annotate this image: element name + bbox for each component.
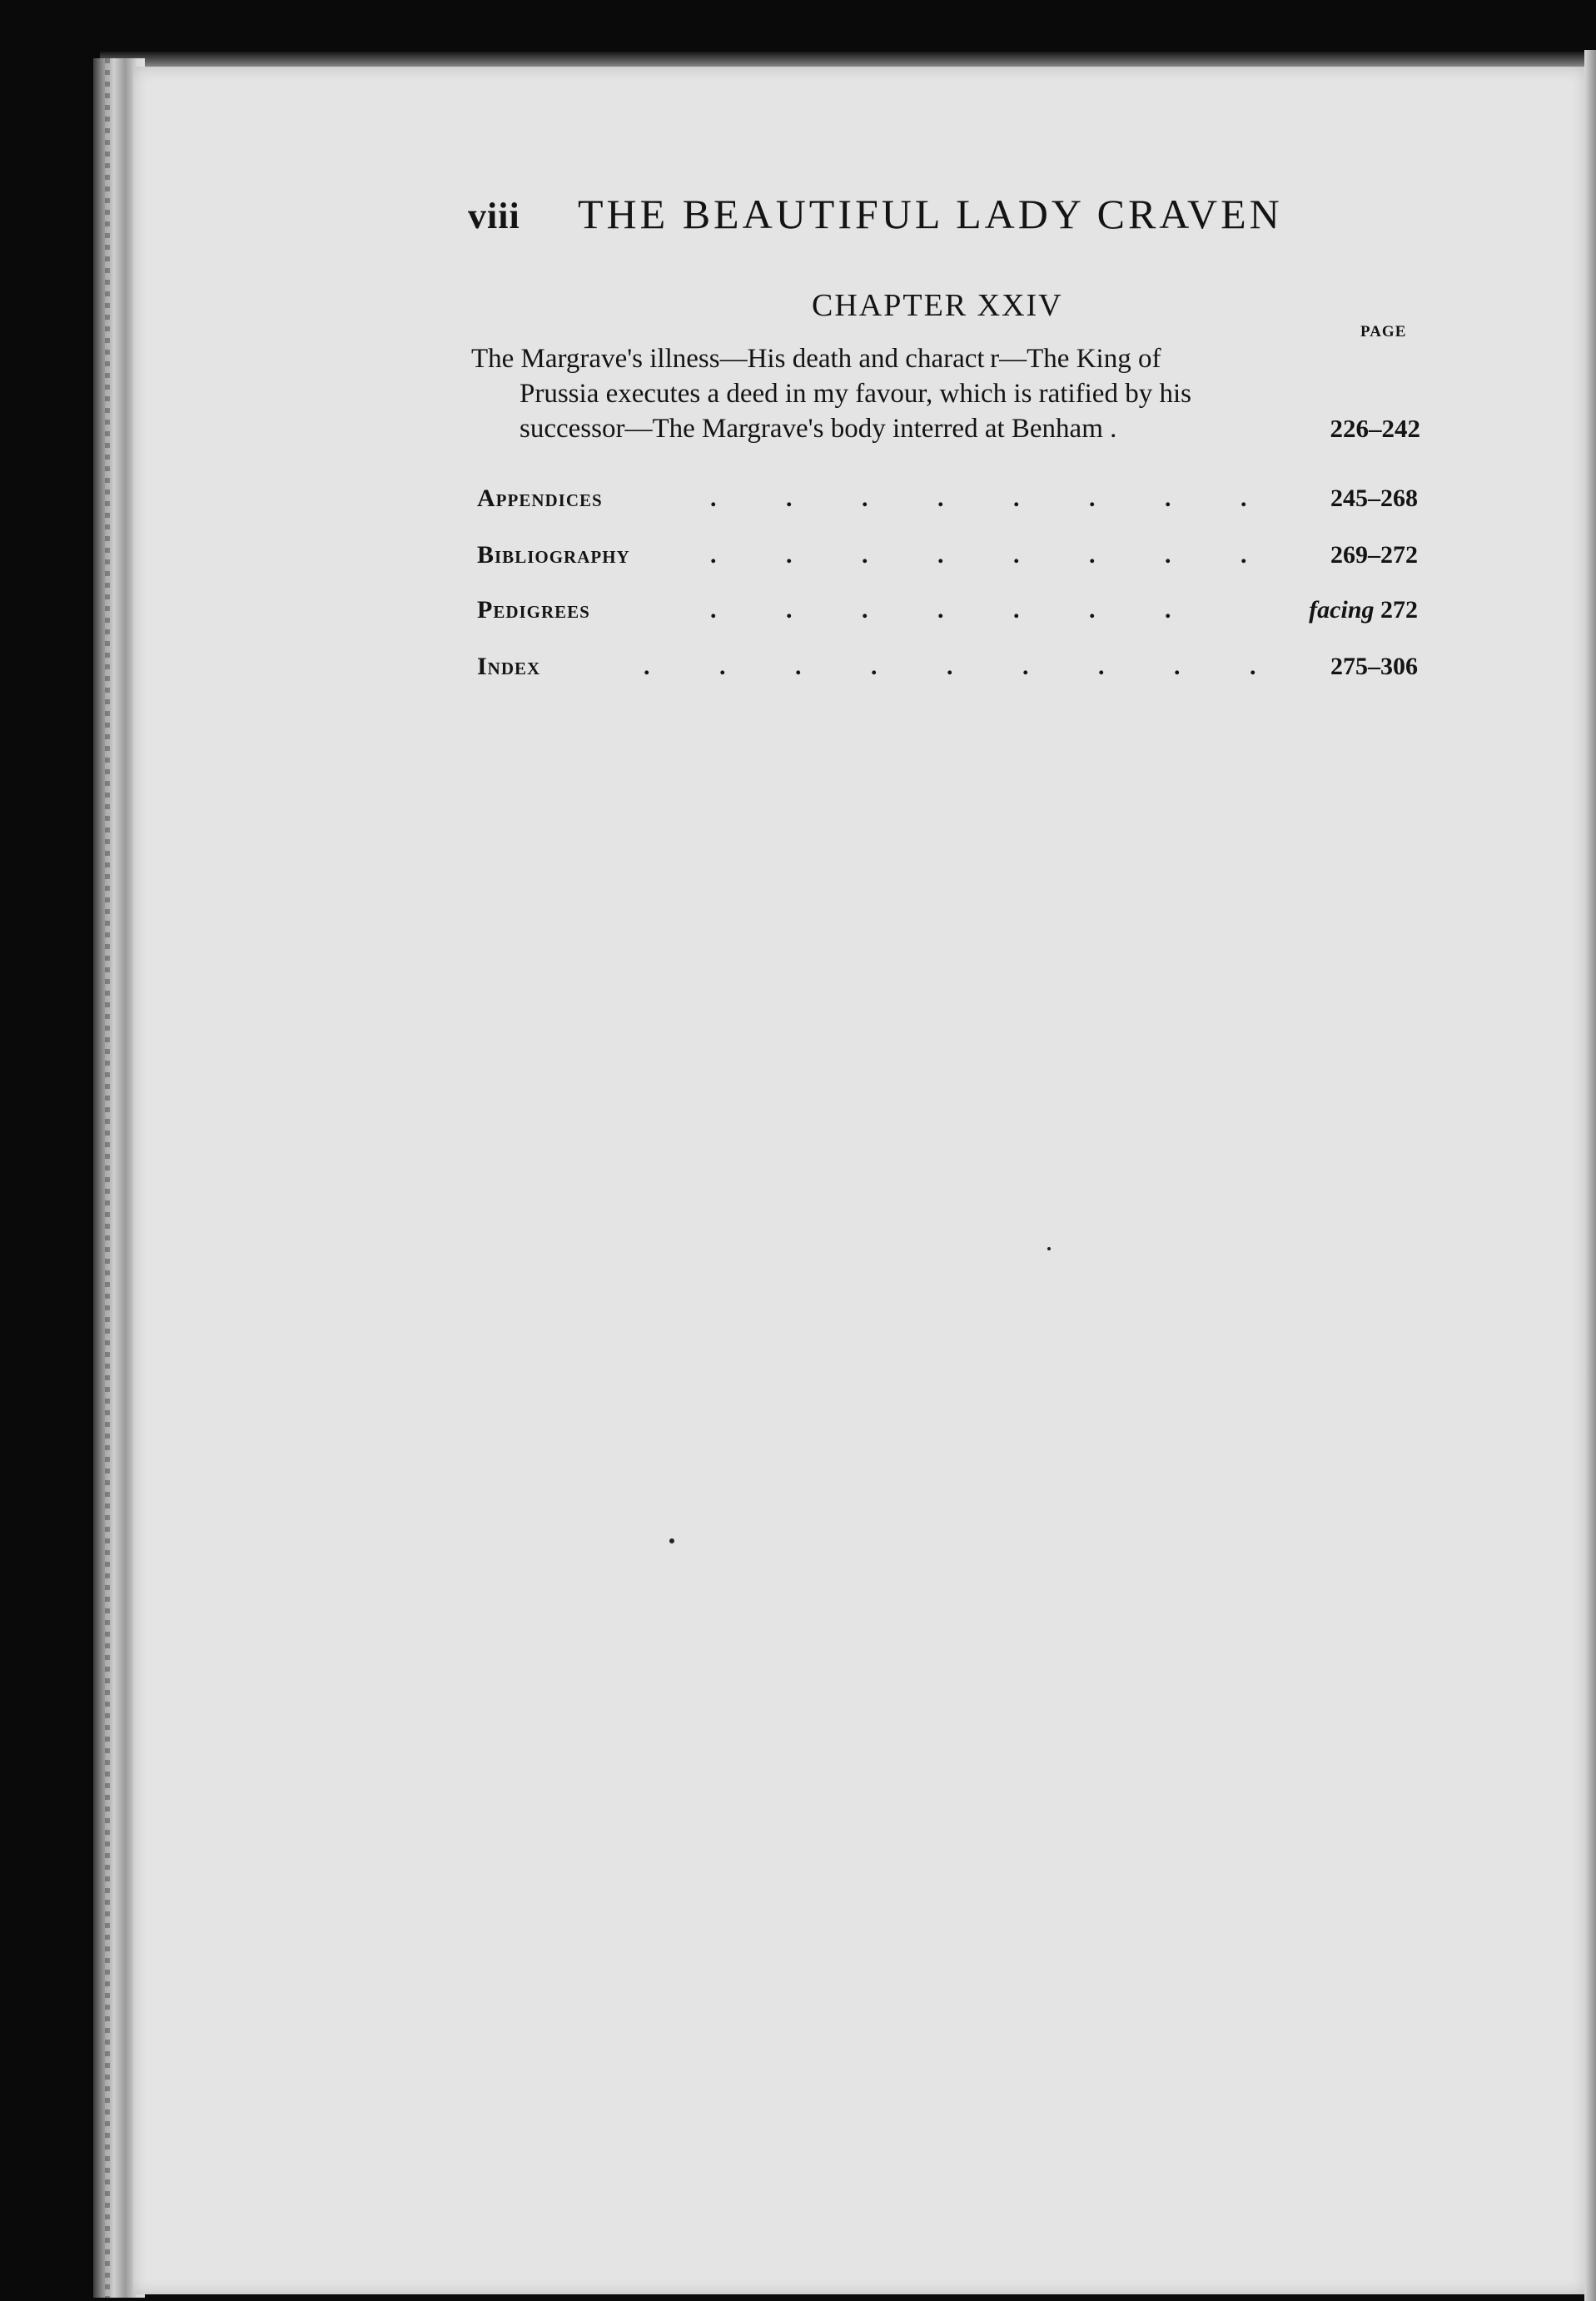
toc-entry-label: Bibliography (477, 541, 630, 569)
toc-entry-pages (1309, 596, 1418, 624)
chapter-summary (471, 341, 1420, 446)
toc-entry-bibliography (477, 541, 1418, 578)
toc-entry-index (477, 653, 1418, 689)
summary-line: Prussia executes a deed in my favour, which is ratified by his (520, 379, 1191, 409)
dot-leaders: . . . . . . . . (710, 485, 1247, 512)
chapter-heading: CHAPTER XXIV (812, 288, 1063, 323)
toc-entry-pages: 245–268 (1330, 485, 1418, 512)
summary-line-last (471, 411, 1420, 446)
page-right-edge (1584, 50, 1596, 2301)
dot-leaders: . . . . . . . (710, 596, 1171, 624)
page-column-label: PAGE (1360, 323, 1407, 340)
toc-entry-appendices (477, 485, 1418, 521)
toc-entry-label: Appendices (477, 485, 603, 512)
dot-leaders: . . . . . . . . . (644, 653, 1256, 680)
toc-entry-label: Index (477, 653, 541, 680)
scan-speck (1047, 1247, 1051, 1250)
running-head (468, 190, 1300, 238)
scan-speck (669, 1538, 674, 1543)
summary-line: The Margrave's illness—His death and charact r—The King of (471, 344, 1161, 374)
page-folio: viii (468, 196, 520, 236)
chapter-page-range: 226–242 (1330, 414, 1420, 443)
toc-entry-pages: 269–272 (1330, 541, 1418, 569)
toc-entry-pedigrees (477, 596, 1418, 633)
toc-entry-label: Pedigrees (477, 596, 590, 624)
toc-entry-page-number: 272 (1380, 596, 1418, 624)
summary-line: successor—The Margrave's body interred at Benham . (520, 414, 1117, 444)
toc-entry-pages-prefix: facing (1309, 596, 1375, 624)
toc-entry-pages: 275–306 (1330, 653, 1418, 680)
book-title: THE BEAUTIFUL LADY CRAVEN (578, 191, 1283, 237)
dot-leaders: . . . . . . . . (710, 541, 1247, 569)
